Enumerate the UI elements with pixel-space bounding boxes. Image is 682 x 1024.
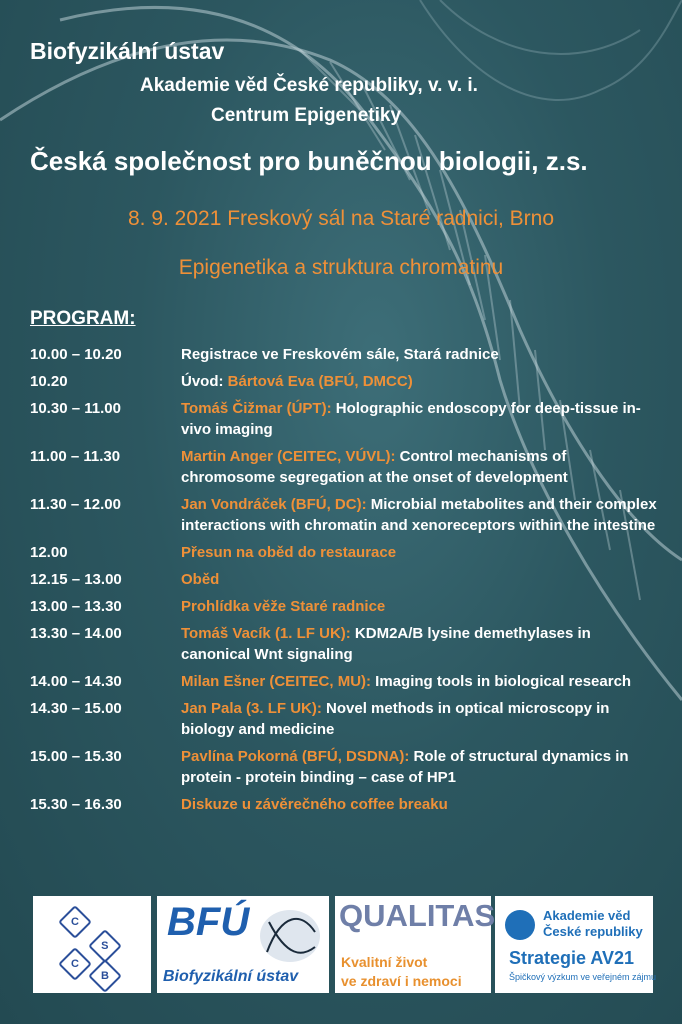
program-time: 15.30 – 16.30	[30, 796, 122, 813]
csb-hex-icon: C	[58, 947, 92, 981]
program-row	[30, 623, 660, 665]
program-time: 13.30 – 14.00	[30, 625, 122, 642]
av21-logo	[495, 896, 657, 993]
program-activity: Prohlídka věže Staré radnice	[181, 598, 386, 615]
av21-line2: České republiky	[543, 924, 643, 939]
sponsor-logos	[33, 896, 657, 994]
csb-hex-icon: C	[58, 905, 92, 939]
av21-line3: Strategie AV21	[509, 948, 635, 968]
program-row	[30, 794, 660, 815]
qualitas-line1: Kvalitní život	[341, 954, 428, 970]
program-row	[30, 446, 660, 488]
qualitas-line2: ve zdraví i nemoci	[341, 973, 462, 989]
program-description	[181, 344, 660, 365]
program-description	[181, 746, 660, 788]
program-time: 11.00 – 11.30	[30, 448, 121, 465]
program-description	[181, 596, 660, 617]
institute-name: Biofyzikální ústav	[30, 38, 225, 64]
program-time: 15.00 – 15.30	[30, 748, 122, 765]
qualitas-title: QUALITAS	[339, 898, 496, 933]
program-text: Imaging tools in biological research	[371, 673, 632, 690]
program-description	[181, 446, 660, 488]
program-activity: Oběd	[181, 571, 220, 588]
program-speaker: Pavlína Pokorná (BFÚ, DSDNA):	[181, 748, 410, 765]
program-speaker: Jan Vondráček (BFÚ, DC):	[181, 496, 367, 513]
program-text: KDM2A/B lysine demethylases in canonical Wnt signaling	[181, 625, 591, 663]
program-row	[30, 746, 660, 788]
program-row	[30, 494, 660, 536]
csb-hex-icon: S	[88, 929, 122, 963]
program-prefix: Úvod:	[181, 373, 228, 390]
program-text: Control mechanisms of chromosome segregation at the onset of development	[181, 448, 568, 486]
society-name: Česká společnost pro buněčnou biologii, z.s.	[30, 146, 588, 176]
av21-line4: Špičkový výzkum ve veřejném zájmu	[509, 972, 657, 982]
program-activity: Diskuze u závěrečného coffee breaku	[181, 796, 448, 813]
program-row	[30, 596, 660, 617]
program-description	[181, 698, 660, 740]
program-time: 10.20	[30, 373, 68, 390]
qualitas-logo	[335, 896, 496, 993]
program-list	[30, 344, 660, 821]
program-row	[30, 371, 660, 392]
program-description	[181, 569, 660, 590]
program-speaker: Bártová Eva (BFÚ, DMCC)	[227, 373, 413, 390]
program-row	[30, 698, 660, 740]
csb-logo	[33, 896, 151, 993]
bfu-logo-subtitle: Biofyzikální ústav	[163, 968, 299, 985]
program-description	[181, 398, 660, 440]
program-speaker: Jan Pala (3. LF UK):	[181, 700, 322, 717]
program-row	[30, 398, 660, 440]
program-speaker: Milan Ešner (CEITEC, MU):	[181, 673, 372, 690]
program-row	[30, 542, 660, 563]
program-time: 10.30 – 11.00	[30, 400, 121, 417]
program-text: Registrace ve Freskovém sále, Stará radnice	[181, 346, 499, 363]
program-description	[181, 794, 660, 815]
program-description	[181, 671, 660, 692]
centre-name: Centrum Epigenetiky	[211, 105, 402, 126]
program-time: 12.15 – 13.00	[30, 571, 122, 588]
program-speaker: Tomáš Vacík (1. LF UK):	[181, 625, 351, 642]
program-time: 11.30 – 12.00	[30, 496, 121, 513]
program-description	[181, 371, 660, 392]
av21-line1: Akademie věd	[543, 908, 631, 923]
av-emblem-icon	[505, 910, 535, 940]
program-text: Holographic endoscopy for deep-tissue in-vivo imaging	[181, 400, 641, 438]
program-time: 14.30 – 15.00	[30, 700, 122, 717]
program-description	[181, 494, 660, 536]
date-venue: 8. 9. 2021 Freskový sál na Staré radnici, Brno	[127, 207, 555, 230]
event-topic: Epigenetika a struktura chromatinu	[178, 256, 504, 279]
bfu-logo-title: BFÚ	[167, 900, 250, 944]
program-row	[30, 344, 660, 365]
program-description	[181, 542, 660, 563]
program-time: 12.00	[30, 544, 68, 561]
program-text: Role of structural dynamics in protein - protein binding – case of HP1	[181, 748, 629, 786]
program-speaker: Tomáš Čižmar (ÚPT):	[181, 400, 332, 417]
academy-name: Akademie věd České republiky, v. v. i.	[140, 75, 478, 96]
program-row	[30, 569, 660, 590]
program-time: 13.00 – 13.30	[30, 598, 122, 615]
csb-hex-icon: B	[88, 959, 122, 993]
program-time: 10.00 – 10.20	[30, 346, 122, 363]
program-speaker: Martin Anger (CEITEC, VÚVL):	[181, 448, 396, 465]
program-activity: Přesun na oběd do restaurace	[181, 544, 397, 561]
program-heading: PROGRAM:	[30, 308, 136, 329]
program-text: Microbial metabolites and their complex interactions with chromatin and xenoreceptors within the intestine	[181, 496, 657, 534]
bfu-logo	[157, 896, 329, 993]
program-text: Novel methods in optical microscopy in biology and medicine	[181, 700, 610, 738]
program-time: 14.00 – 14.30	[30, 673, 122, 690]
bfu-helix-icon	[257, 902, 323, 966]
program-row	[30, 671, 660, 692]
program-description	[181, 623, 660, 665]
